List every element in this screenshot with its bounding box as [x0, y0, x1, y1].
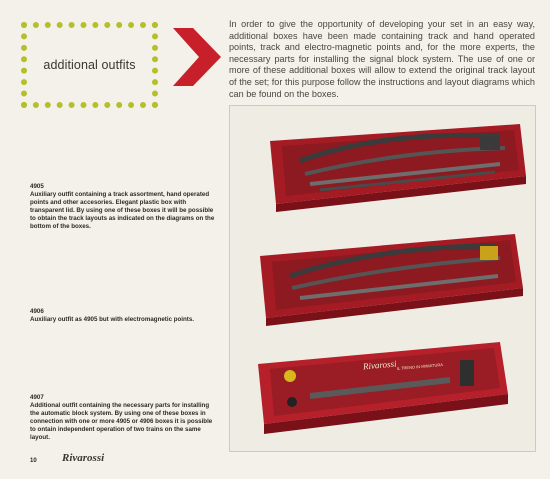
item-4907	[30, 394, 215, 443]
box-4906-image	[260, 234, 523, 326]
section-title: additional outfits	[43, 58, 136, 72]
arrow-right-icon	[173, 22, 221, 92]
box-4907-image	[258, 342, 508, 434]
item-description: Auxiliary outfit as 4905 but with electromagnetic points.	[30, 316, 195, 324]
box-brand-label: Rivarossi	[362, 358, 397, 372]
item-description: Auxiliary outfit containing a track assortment, hand operated points and other accesories. Elegant plastic box with transparent lid. By using one of these boxes it will be possible to obtain the track layouts as indicated on the diagrams on the bottom of the boxes.	[30, 191, 215, 231]
brand-logo: Rivarossi	[62, 452, 105, 464]
box-4905-image	[270, 124, 526, 212]
page-number: 10	[30, 458, 37, 464]
intro-paragraph: In order to give the opportunity of developing your set in an easy way, additional boxes have been made containing track and hand operated points, track and electro-magnetic points and, for the more experts, the necessary parts for installing the signal block system. The use of one or more of these additional boxes will allow to extend the original track layout of the set; for this purpose follow the instructions and layout diagrams which can be found on the boxes.	[229, 19, 535, 99]
item-number: 4907	[30, 394, 44, 401]
section-title-frame	[21, 22, 158, 108]
product-photo	[229, 105, 536, 452]
box-sub-label: IL TRENO IN MINIATURA	[396, 362, 444, 372]
item-number: 4905	[30, 183, 44, 190]
item-description: Additional outfit containing the necessary parts for installing the automatic block system. By using one of these boxes in connection with one or more 4905 or 4906 boxes it is possible to ontain independent operation of two trains on the same layout.	[30, 402, 213, 442]
item-4905	[30, 183, 215, 232]
boxes-illustration	[230, 106, 537, 453]
item-number: 4906	[30, 308, 44, 315]
item-4906	[30, 308, 215, 324]
